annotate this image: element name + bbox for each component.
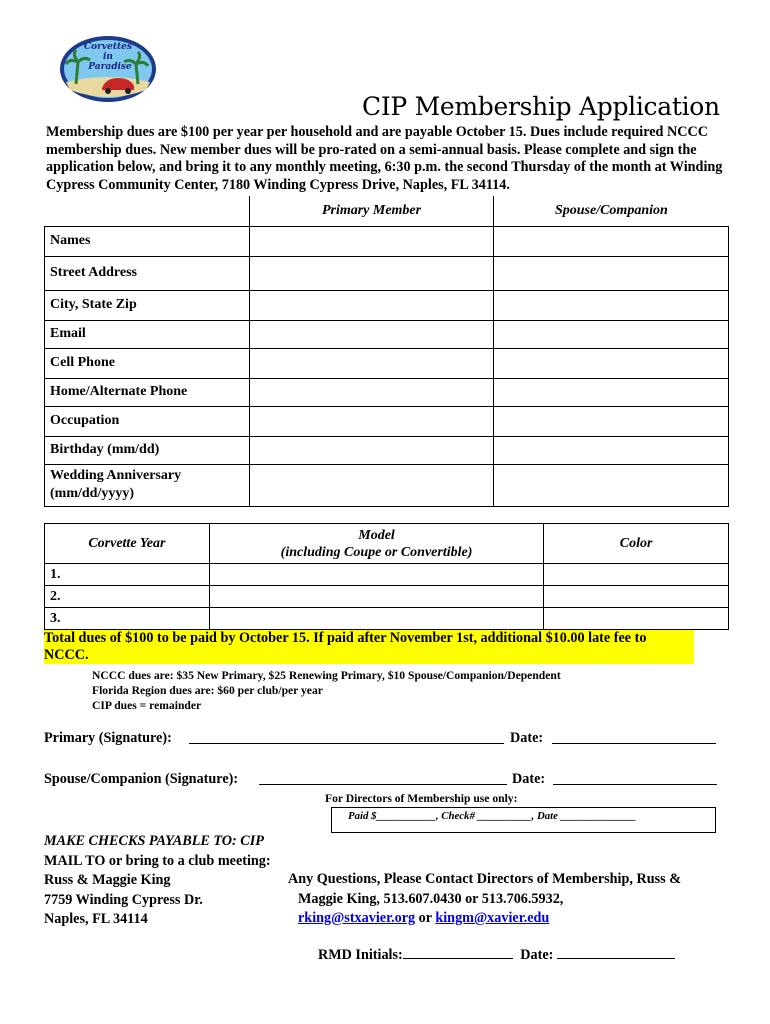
fee-breakdown: [92, 668, 561, 713]
primary-signature-line[interactable]: [189, 731, 504, 744]
row-label-email: Email: [45, 320, 250, 348]
primary-date-label: Date:: [510, 730, 544, 746]
email-link-2[interactable]: kingm@xavier.edu: [435, 910, 550, 926]
col-spouse-companion: Spouse/Companion: [494, 196, 729, 226]
rmd-date-label: Date:: [520, 947, 554, 963]
spouse-date-line[interactable]: [553, 772, 717, 785]
field-primary-email[interactable]: [249, 320, 494, 348]
field-car3-model[interactable]: [209, 608, 544, 630]
cars-table: [44, 523, 729, 630]
questions-block: [288, 870, 681, 929]
row-label-occupation: Occupation: [45, 406, 250, 436]
field-spouse-street[interactable]: [494, 256, 729, 290]
field-spouse-city[interactable]: [494, 290, 729, 320]
questions-line1: Any Questions, Please Contact Directors of Membership, Russ &: [288, 871, 682, 887]
mail-street: 7759 Winding Cypress Dr.: [44, 891, 203, 908]
field-primary-city[interactable]: [249, 290, 494, 320]
page-title: CIP Membership Application: [362, 92, 720, 121]
logo-text-1: Corvettes: [84, 42, 132, 52]
row-label-anniversary: Wedding Anniversary (mm/dd/yyyy): [45, 464, 250, 506]
rmd-initials-line[interactable]: [403, 946, 513, 959]
row-label-cell: Cell Phone: [45, 348, 250, 378]
field-primary-home-phone[interactable]: [249, 378, 494, 406]
dues-notice: Total dues of $100 to be paid by October 15. If paid after November 1st, additional $10.00 late fee to NCCC.: [44, 630, 694, 664]
mail-city: Naples, FL 34114: [44, 911, 148, 927]
payable-to: MAKE CHECKS PAYABLE TO: CIP: [44, 833, 264, 849]
field-car1-color[interactable]: [544, 564, 729, 586]
primary-date-line[interactable]: [552, 731, 716, 744]
questions-line2: Maggie King, 513.607.0430 or 513.706.5932,: [298, 890, 564, 907]
fee-nccc: NCCC dues are: $35 New Primary, $25 Renewing Primary, $10 Spouse/Companion/Dependent: [92, 669, 561, 682]
club-logo: [58, 34, 158, 104]
field-primary-birthday[interactable]: [249, 436, 494, 464]
col-model: [209, 524, 544, 564]
col-color: Color: [544, 524, 729, 564]
field-primary-occupation[interactable]: [249, 406, 494, 436]
car-row-1-label: 1.: [45, 564, 210, 586]
field-spouse-names[interactable]: [494, 226, 729, 256]
col-corvette-year: Corvette Year: [45, 524, 210, 564]
spouse-signature-line[interactable]: [259, 772, 507, 785]
row-label-home-phone: Home/Alternate Phone: [45, 378, 250, 406]
office-use-title: For Directors of Membership use only:: [325, 792, 518, 805]
field-car1-model[interactable]: [209, 564, 544, 586]
rmd-initials-label: RMD Initials:: [318, 947, 403, 963]
row-label-street: Street Address: [45, 256, 250, 290]
members-table: [44, 196, 729, 507]
questions-emails: [288, 909, 681, 929]
col-model-line1: Model: [358, 527, 395, 543]
office-use-line: Paid $___________, Check# __________, Date ______________: [348, 810, 637, 822]
email-or: or: [418, 910, 432, 926]
car-row-3-label: 3.: [45, 608, 210, 630]
field-primary-street[interactable]: [249, 256, 494, 290]
field-spouse-occupation[interactable]: [494, 406, 729, 436]
field-spouse-cell[interactable]: [494, 348, 729, 378]
spouse-date-label: Date:: [512, 771, 546, 787]
field-primary-names[interactable]: [249, 226, 494, 256]
field-primary-cell[interactable]: [249, 348, 494, 378]
field-spouse-birthday[interactable]: [494, 436, 729, 464]
fee-florida: Florida Region dues are: $60 per club/per year: [92, 684, 323, 697]
mail-name: Russ & Maggie King: [44, 872, 171, 888]
intro-paragraph: Membership dues are $100 per year per household and are payable October 15. Dues include required NCCC membership dues. New member dues will be pro-rated on a semi-annual basis. Please complete and sign the application below, and bring it to any monthly meeting, 6:30 p.m. the second Thursday of the month at Winding Cypress Community Center, 7180 Winding Cypress Drive, Naples, FL 34114.: [46, 124, 723, 193]
row-label-city: City, State Zip: [45, 290, 250, 320]
row-label-names: Names: [45, 226, 250, 256]
primary-signature-label: Primary (Signature):: [44, 730, 172, 746]
col-primary-member: Primary Member: [249, 196, 494, 226]
field-spouse-home-phone[interactable]: [494, 378, 729, 406]
rmd-date-line[interactable]: [557, 946, 675, 959]
email-link-1[interactable]: rking@stxavier.org: [298, 910, 416, 926]
field-spouse-email[interactable]: [494, 320, 729, 348]
mail-to: MAIL TO or bring to a club meeting:: [44, 852, 271, 869]
field-car3-color[interactable]: [544, 608, 729, 630]
car-row-2-label: 2.: [45, 586, 210, 608]
mail-block: [44, 832, 271, 930]
fee-cip: CIP dues = remainder: [92, 699, 202, 712]
col-model-line2: (including Coupe or Convertible): [280, 544, 473, 560]
rmd-row: [318, 946, 675, 964]
spouse-signature-label: Spouse/Companion (Signature):: [44, 771, 239, 787]
row-label-birthday: Birthday (mm/dd): [45, 436, 250, 464]
field-car2-model[interactable]: [209, 586, 544, 608]
field-car2-color[interactable]: [544, 586, 729, 608]
logo-text-3: Paradise: [88, 62, 132, 72]
logo-text-2: in: [103, 52, 113, 62]
field-primary-anniversary[interactable]: [249, 464, 494, 506]
field-spouse-anniversary[interactable]: [494, 464, 729, 506]
